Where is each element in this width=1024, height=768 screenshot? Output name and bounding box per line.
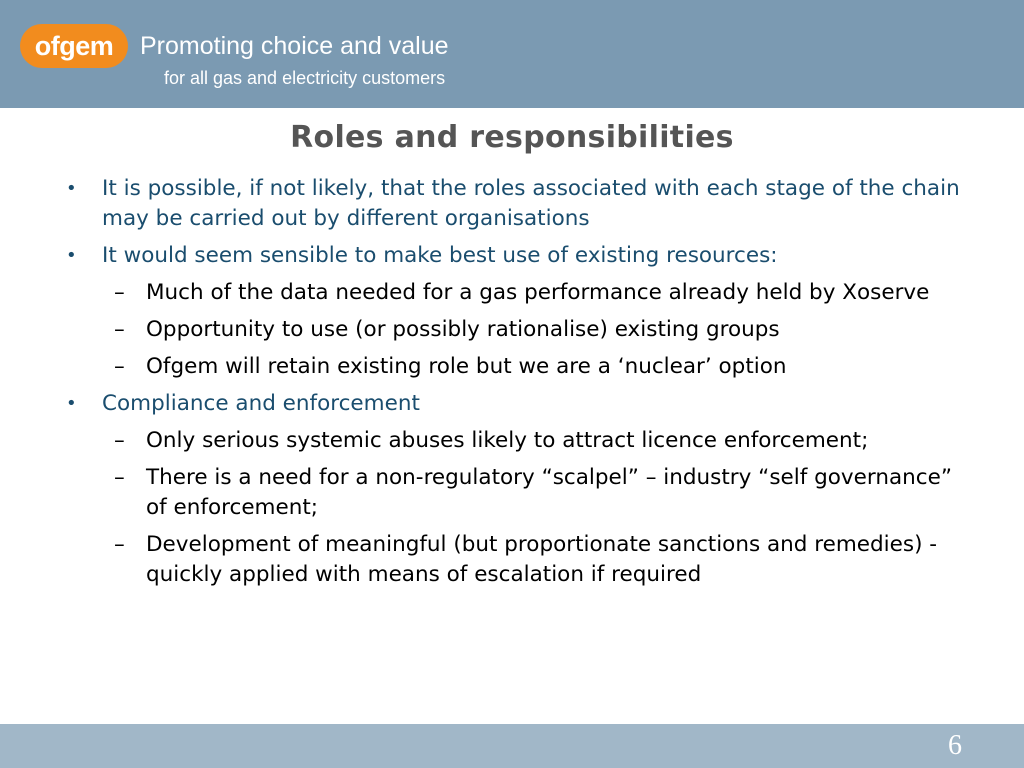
sub-bullet-text: Development of meaningful (but proportionate sanctions and remedies) - quickly applied with means of escalation if required — [146, 532, 938, 587]
sub-bullet-text: Ofgem will retain existing role but we are a ‘nuclear’ option — [146, 354, 787, 379]
sub-bullet-text: Opportunity to use (or possibly rationalise) existing groups — [146, 317, 780, 342]
sub-bullet-item — [60, 530, 960, 590]
sub-bullet-item — [60, 463, 960, 523]
sub-bullet-text: Only serious systemic abuses likely to attract licence enforcement; — [146, 428, 869, 453]
tagline-secondary: for all gas and electricity customers — [164, 68, 446, 88]
bullet-marker: • — [66, 178, 77, 199]
ofgem-logo: ofgem — [20, 24, 128, 68]
tagline-primary: Promoting choice and value — [140, 32, 449, 60]
bullet-text: Compliance and enforcement — [102, 391, 420, 416]
bullet-marker: • — [66, 393, 77, 414]
sub-bullet-text: Much of the data needed for a gas performance already held by Xoserve — [146, 280, 930, 305]
sub-bullet-item — [60, 426, 960, 456]
dash-marker: – — [114, 317, 125, 342]
dash-marker: – — [114, 280, 125, 305]
footer-bar — [0, 724, 1024, 768]
bullet-text: It is possible, if not likely, that the roles associated with each stage of the chain may be carried out by different organisations — [102, 176, 960, 231]
sub-bullet-item — [60, 315, 960, 345]
sub-bullet-item — [60, 278, 960, 308]
bullet-item — [60, 174, 960, 234]
sub-bullet-text: There is a need for a non-regulatory “scalpel” – industry “self governance” of enforcement; — [146, 465, 952, 520]
bullet-item — [60, 241, 960, 271]
slide-title: Roles and responsibilities — [290, 120, 734, 155]
dash-marker: – — [114, 465, 125, 490]
bullet-item — [60, 389, 960, 419]
dash-marker: – — [114, 428, 125, 453]
bullet-marker: • — [66, 245, 77, 266]
dash-marker: – — [114, 532, 125, 557]
bullet-list — [60, 174, 960, 597]
page-number: 6 — [948, 730, 962, 761]
bullet-text: It would seem sensible to make best use of existing resources: — [102, 243, 778, 268]
header-banner — [0, 0, 1024, 108]
sub-bullet-item — [60, 352, 960, 382]
dash-marker: – — [114, 354, 125, 379]
